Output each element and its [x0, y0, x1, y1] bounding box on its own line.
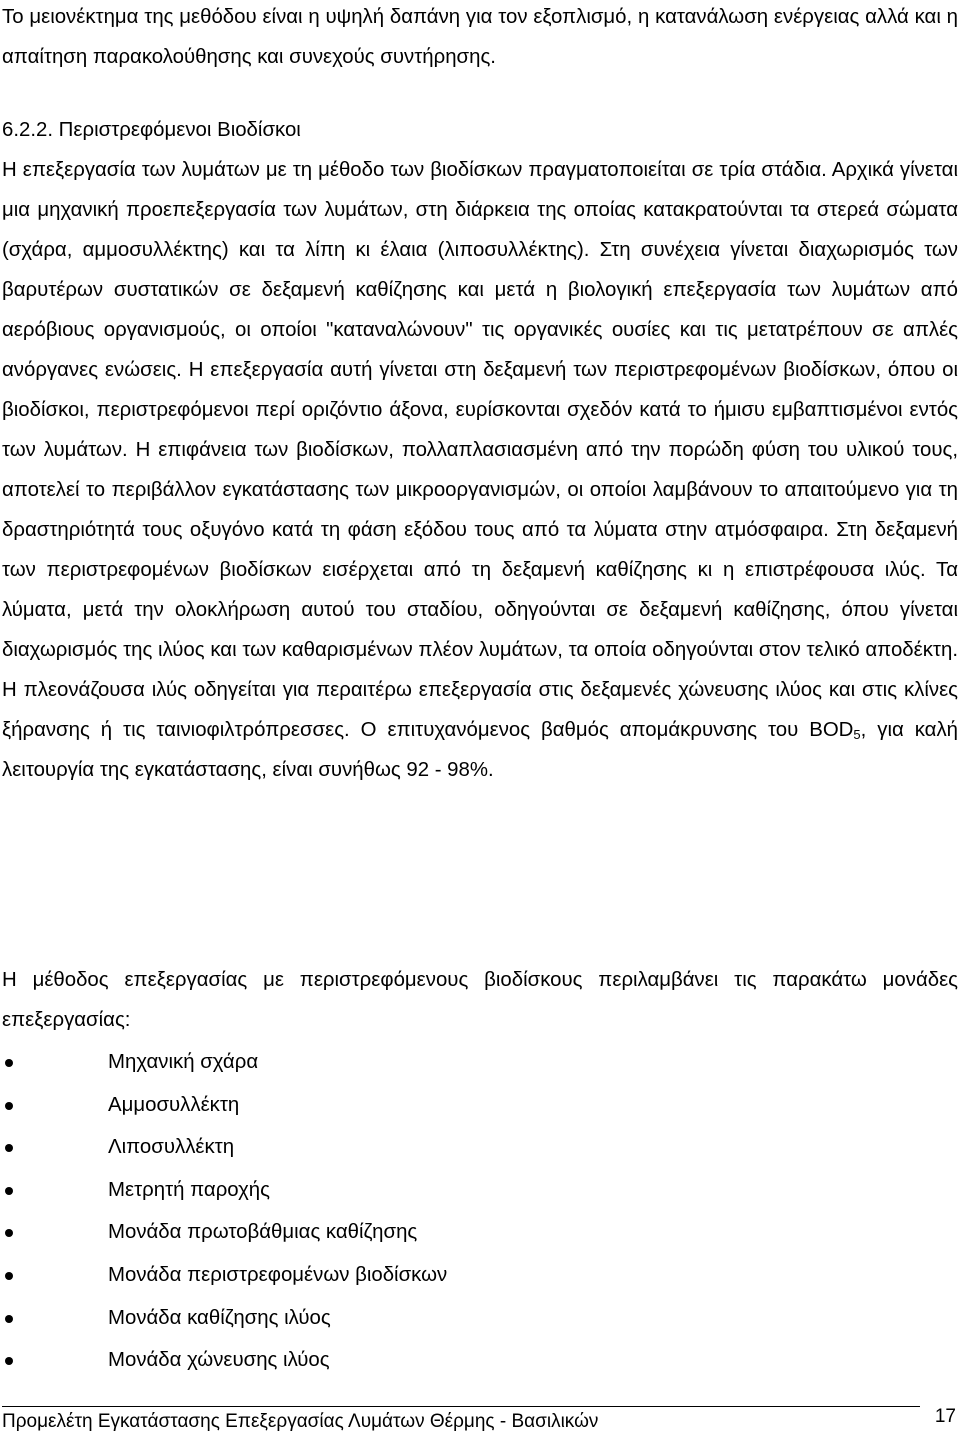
bullet-icon	[5, 1315, 13, 1323]
bullet-icon	[5, 1272, 13, 1280]
footer-title: Προμελέτη Εγκατάστασης Επεξεργασίας Λυμάτων Θέρμης - Βασιλικών	[2, 1411, 599, 1432]
bullet-icon	[5, 1144, 13, 1152]
list-item	[0, 1041, 447, 1084]
list-item	[0, 1084, 447, 1127]
list-item	[0, 1169, 447, 1212]
bullet-icon	[5, 1059, 13, 1067]
units-intro-paragraph: Η μέθοδος επεξεργασίας με περιστρεφόμενους βιοδίσκους περιλαμβάνει τις παρακάτω μονάδες επεξεργασίας:	[2, 969, 958, 1031]
list-item	[0, 1126, 447, 1169]
list-item	[0, 1211, 447, 1254]
main-paragraph	[2, 150, 958, 790]
list-item-label: Μονάδα πρωτοβάθμιας καθίζησης	[108, 1221, 418, 1244]
list-item	[0, 1297, 447, 1340]
list-item-label: Μονάδα περιστρεφομένων βιοδίσκων	[108, 1263, 448, 1286]
list-item-label: Μηχανική σχάρα	[108, 1051, 259, 1073]
bullet-icon	[5, 1187, 13, 1195]
bullet-icon	[5, 1357, 13, 1365]
list-item	[0, 1339, 447, 1382]
list-item-label: Λιποσυλλέκτη	[108, 1136, 235, 1159]
bullet-icon	[5, 1102, 13, 1110]
main-paragraph-text: Η επεξεργασία των λυμάτων με τη μέθοδο των βιοδίσκων πραγματοποιείται σε τρία στάδια. Αρχικά γίνεται μια μηχανική προεπεξεργασία των λυμάτων, στη διάρκεια της οποίας κατακρατούνται τα στερεά σώματα (σχάρα, αμμοσυλλέκτης) και τα λίπη κι έλαια (λιποσυλλέκτης). Στη συνέχεια γίνεται διαχωρισμός των βαρυτέρων συστατικών σε δεξαμενή καθίζησης και μετά η βιολογική επεξεργασία των λυμάτων από αερόβιους οργανισμούς, οι οποίοι "καταναλώνουν" τις οργανικές ουσίες και τις μετατρέπουν σε απλές ανόργανες ενώσεις. Η επεξεργασία αυτή γίνεται στη δεξαμενή των περιστρεφομένων βιοδίσκων, όπου οι βιοδίσκοι, περιστρεφόμενοι περί οριζόντιο άξονα, ευρίσκονται σχεδόν κατά το ήμισυ εμβαπτισμένοι εντός των λυμάτων. Η επιφάνεια των βιοδίσκων, πολλαπλασιασμένη από την πορώδη φύση του υλικού τους, αποτελεί το περιβάλλον εγκατάστασης των μικροοργανισμών, οι οποίοι λαμβάνουν το απαιτούμενο για τη δραστηριότητά τους οξυγόνο κατά τη φάση εξόδου τους από τα λύματα στην ατμόσφαιρα. Στη δεξαμενή των περιστρεφομένων βιοδίσκων εισέρχεται από τη δεξαμενή καθίζησης κι η επιστρέφουσα ιλύς. Τα λύματα, μετά την ολοκλήρωση αυτού του σταδίου, οδηγούνται σε δεξαμενή καθίζησης, όπου γίνεται διαχωρισμός της ιλύος και των καθαρισμένων πλέον λυμάτων, τα οποία οδηγούνται στον τελικό αποδέκτη. Η πλεονάζουσα ιλύς οδηγείται για περαιτέρω επεξεργασία στις δεξαμενές χώνευσης ιλύος και στις κλίνες ξήρανσης ή τις ταινιοφιλτρόπρεσσες. Ο επιτυχανόμενος βαθμός απομάκρυνσης του BOD	[2, 159, 958, 741]
intro-paragraph: Το μειονέκτημα της μεθόδου είναι η υψηλή δαπάνη για τον εξοπλισμό, η κατανάλωση ενέργειας αλλά και η απαίτηση παρακολούθησης και συνεχούς συντήρησης.	[2, 6, 958, 68]
bullet-icon	[5, 1229, 13, 1237]
footer-divider	[2, 1406, 920, 1407]
units-list	[0, 1041, 447, 1382]
list-item-label: Μονάδα χώνευσης ιλύος	[108, 1349, 330, 1372]
list-item-label: Μονάδα καθίζησης ιλύος	[108, 1306, 331, 1329]
list-item	[0, 1254, 447, 1297]
list-item-label: Αμμοσυλλέκτη	[108, 1093, 240, 1116]
bod-subscript: 5	[853, 727, 861, 742]
page-number: 17	[934, 1406, 956, 1427]
main-paragraph-text-end: , για καλή λειτουργία της εγκατάστασης, είναι συνήθως 92 - 98%.	[2, 719, 958, 781]
list-item-label: Μετρητή παροχής	[108, 1178, 270, 1201]
section-heading: 6.2.2. Περιστρεφόμενοι Βιοδίσκοι	[2, 119, 301, 141]
